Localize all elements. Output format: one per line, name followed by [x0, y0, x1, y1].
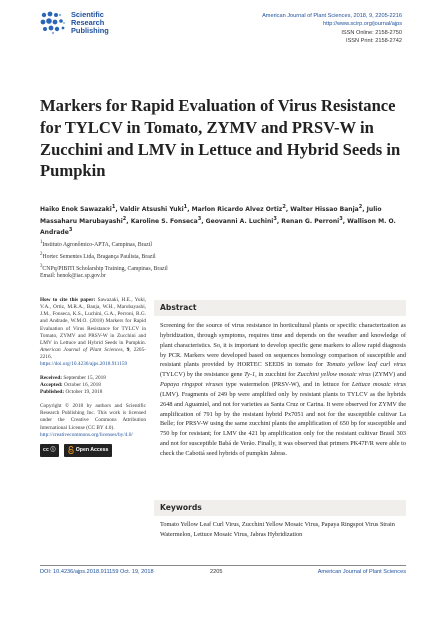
corresponding-email[interactable]: Email: henok@iac.sp.gov.br: [40, 273, 106, 279]
affiliation: $^3$CNPq/PIBITI Scholarship Training, Campinas, Brazil: [40, 263, 168, 272]
article-info-sidebar: [40, 297, 146, 457]
affiliations: [40, 238, 168, 274]
author: Wallison M. O. Andrade$^3$: [40, 217, 396, 237]
affiliation: $^2$Hortec Sementes Ltda, Bragança Paulista, Brazil: [40, 251, 156, 260]
author: Geovanni A. Luchini$^3$,: [205, 215, 282, 225]
cc-by-badge[interactable]: cc ⓘ: [40, 444, 59, 457]
footer-journal: American Journal of Plant Sciences: [317, 569, 406, 575]
open-access-badge: [64, 444, 113, 457]
author: Walter Hissao Banja$^2$,: [290, 204, 367, 214]
copyright-notice: Copyright © 2018 by authors and Scientific Research Publishing Inc. This work is licensed under the Creative Commons Attribution International License (CC BY 4.0). http://creativecommons.org/licenses/by/4.0/: [40, 403, 146, 438]
journal-url-link[interactable]: http://www.scirp.org/journal/ajps: [323, 21, 402, 28]
open-access-label: Open Access: [75, 446, 109, 453]
open-access-lock-icon: [68, 446, 74, 454]
abstract-heading: Abstract: [154, 300, 406, 316]
author: Renan G. Perroni$^3$,: [281, 215, 348, 225]
keywords-list: Tomato Yellow Leaf Curl Virus, Zucchini Yellow Mosaic Virus, Papaya Ringspot Virus Strain Watermelon, Lettuce Mosaic Virus, Jabras Hybridization: [160, 521, 395, 538]
author: Marlon Ricardo Alvez Ortiz$^2$,: [191, 204, 291, 214]
footer-doi[interactable]: DOI: 10.4236/ajps.2018.911159 Oct. 19, 2018: [40, 569, 154, 575]
logo-line: Scientific: [71, 10, 104, 19]
doi-link[interactable]: https://doi.org/10.4236/ajps.2018.911159: [40, 361, 128, 368]
author: Julio Massaharu Marubayashi$^2$,: [40, 206, 382, 225]
author: Valdir Atsushi Yuki$^1$,: [119, 204, 192, 214]
date-accepted: Accepted: October 16, 2018: [40, 382, 101, 389]
journal-meta: [262, 12, 402, 46]
article-title: Markers for Rapid Evaluation of Virus Resistance for TYLCV in Tomato, ZYMV and PRSV-W in Zucchini and LMV in Lettuce and Hybrid Seeds in Pumpkin: [40, 96, 401, 181]
date-published: Published: October 19, 2018: [40, 389, 103, 396]
abstract-text: Screening for the source of virus resistance in horticultural plants or specific characterization as hybridization, through symptoms, requires time and depends on the weather and knowledge of plant characteristics. So, it is important to develop specific gene markers to allow rapid diagnosis by PCR. Markers were developed based on sequences homology comparison of susceptible and resistant plants provided by HORTEC SEEDS in tomato for Tomato yellow leaf curl virus (TYLCV) by the resistance gene Ty-1, in zucchini for Zucchini yellow mosaic virus (ZYMV) and Papaya ringspot viruses type watermelon (PRSV-W), and in lettuce for Lettuce mosaic virus (LMV). Fragments of 249 bp were amplified only by resistant plants to TYLCV as the hybrids 2648 and Aguamiel, and not for varieties as Santa Cruz or Carina. It were observed for ZYMV the amplification of 791 bp by the resistant hybrid Px7051 and not for the susceptible cultivar La Belle; for PRSV-W using the same zucchini plants the amplification of 650 bp for susceptible and 750 bp for resistant; for LMV the 421 bp amplification only for the resistant cultivar Brasil 303 and not for susceptible Babá de Verão. Finally, it was observed that primers PK47F/R were able to check the Cabotiá seed hybrids of pumpkin Jabras.: [160, 322, 407, 457]
logo-line: Publishing: [71, 26, 109, 36]
author: Haiko Enok Sawazaki$^1$,: [40, 204, 120, 214]
how-to-cite: How to cite this paper: Sawazaki, H.E., Yuki, V.A., Ortiz, M.R.A., Banja, W.H., Marubayashi, J.M., Fonseca, K.S., Luchini, G.A., Perroni, R.G. and Andrade, W.M.O. (2018) Markers for Rapid Evaluation of Virus Resistance for TYLCV in Tomato, ZYMV and PRSV-W in Zucchini and LMV in Lettuce and Hybrid Seeds in Pumpkin. American Journal of Plant Sciences, 9, 2205-2216. https://doi.org/10.4236/ajps.2018.911159: [40, 297, 146, 368]
license-link[interactable]: http://creativecommons.org/licenses/by/4.0/: [40, 431, 133, 438]
issn-online: ISSN Online: 2158-2750: [341, 29, 402, 36]
logo-line: Research: [71, 18, 105, 28]
author: Karoline S. Fonseca$^3$,: [130, 215, 206, 225]
article-dates: [40, 375, 146, 396]
license-badges: [40, 444, 146, 457]
publisher-logo: [40, 11, 109, 36]
keywords-heading: Keywords: [154, 500, 406, 516]
publisher-name: [71, 11, 109, 36]
srp-logo-icon: [40, 11, 66, 35]
date-received: Received: September 15, 2018: [40, 375, 106, 382]
page-number: 2205: [210, 569, 223, 575]
issn-print: ISSN Print: 2158-2742: [346, 38, 402, 45]
author-list: [40, 203, 402, 238]
affiliation: $^1$Instituto Agronômico-APTA, Campinas, Brazil: [40, 240, 152, 248]
footer-divider: [40, 565, 406, 566]
journal-citation: American Journal of Plant Sciences, 2018, 9, 2205-2216: [262, 13, 402, 19]
